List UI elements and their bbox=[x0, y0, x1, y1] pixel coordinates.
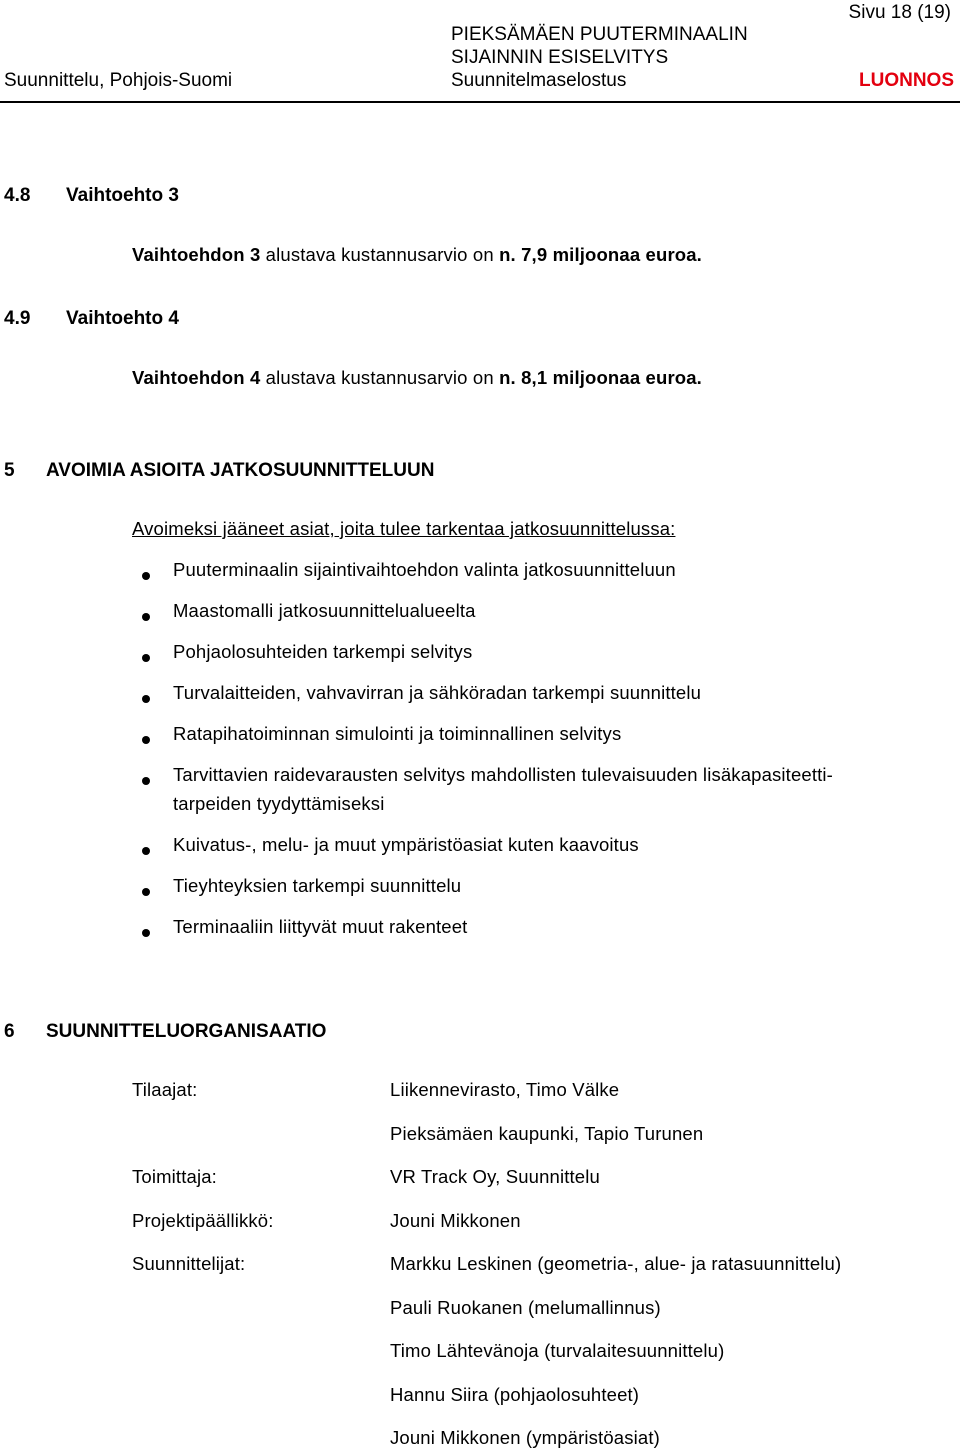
bullet-icon bbox=[142, 736, 150, 744]
section-5-number: 5 bbox=[4, 460, 15, 481]
section-4-8-title: Vaihtoehto 3 bbox=[66, 185, 179, 206]
alternative-name: Vaihtoehdon 4 bbox=[132, 367, 261, 388]
bullet-icon bbox=[142, 654, 150, 662]
list-item: Ratapihatoiminnan simulointi ja toiminnallinen selvitys bbox=[173, 723, 622, 744]
cost-value: n. 8,1 miljoonaa euroa. bbox=[499, 367, 702, 388]
list-item: Terminaaliin liittyvät muut rakenteet bbox=[173, 916, 468, 937]
value-tilaaja-2: Pieksämäen kaupunki, Tapio Turunen bbox=[390, 1123, 704, 1144]
header-rule bbox=[0, 101, 960, 103]
list-item: Kuivatus-, melu- ja muut ympäristöasiat kuten kaavoitus bbox=[173, 834, 639, 855]
bullet-icon bbox=[142, 929, 150, 937]
cost-text: alustava kustannusarvio on bbox=[260, 367, 500, 388]
bullet-icon bbox=[142, 847, 150, 855]
list-item: Tieyhteyksien tarkempi suunnittelu bbox=[173, 875, 462, 896]
bullet-icon bbox=[142, 695, 150, 703]
list-item: Pohjaolosuhteiden tarkempi selvitys bbox=[173, 641, 473, 662]
bullet-icon bbox=[142, 888, 150, 896]
header-document-type: Suunnitelmaselostus bbox=[451, 70, 627, 91]
value-suunnittelija-2: Pauli Ruokanen (melumallinnus) bbox=[390, 1297, 661, 1318]
list-item: Maastomalli jatkosuunnittelualueelta bbox=[173, 600, 476, 621]
bullet-icon bbox=[142, 613, 150, 621]
section-4-9-number: 4.9 bbox=[4, 308, 31, 329]
document-title-line1: PIEKSÄMÄEN PUUTERMINAALIN bbox=[451, 24, 748, 45]
section-5-title: AVOIMIA ASIOITA JATKOSUUNNITTELUUN bbox=[46, 460, 435, 481]
list-item: Tarvittavien raidevarausten selvitys mahdollisten tulevaisuuden lisäkapasiteetti- bbox=[173, 764, 833, 785]
list-item-continuation: tarpeiden tyydyttämiseksi bbox=[173, 793, 385, 814]
value-tilaaja-1: Liikennevirasto, Timo Välke bbox=[390, 1079, 620, 1100]
value-suunnittelija-4: Hannu Siira (pohjaolosuhteet) bbox=[390, 1384, 640, 1405]
list-item: Puuterminaalin sijaintivaihtoehdon valinta jatkosuunnitteluun bbox=[173, 559, 676, 580]
value-suunnittelija-1: Markku Leskinen (geometria-, alue- ja ratasuunnittelu) bbox=[390, 1253, 842, 1274]
value-toimittaja: VR Track Oy, Suunnittelu bbox=[390, 1166, 600, 1187]
value-suunnittelija-5: Jouni Mikkonen (ympäristöasiat) bbox=[390, 1427, 660, 1448]
cost-text: alustava kustannusarvio on bbox=[260, 244, 500, 265]
section-4-8-number: 4.8 bbox=[4, 185, 31, 206]
bullet-icon bbox=[142, 572, 150, 580]
page-number: Sivu 18 (19) bbox=[848, 2, 951, 23]
section-5-subtitle: Avoimeksi jääneet asiat, joita tulee tarkentaa jatkosuunnittelussa: bbox=[132, 518, 676, 539]
section-4-8-text bbox=[132, 244, 702, 266]
section-4-9-title: Vaihtoehto 4 bbox=[66, 308, 179, 329]
label-suunnittelijat: Suunnittelijat: bbox=[132, 1253, 246, 1274]
value-suunnittelija-3: Timo Lähtevänoja (turvalaitesuunnittelu) bbox=[390, 1340, 725, 1361]
alternative-name: Vaihtoehdon 3 bbox=[132, 244, 261, 265]
bullet-icon bbox=[142, 777, 150, 785]
value-projektipaallikko: Jouni Mikkonen bbox=[390, 1210, 521, 1231]
status-badge: LUONNOS bbox=[859, 70, 954, 91]
label-tilaajat: Tilaajat: bbox=[132, 1079, 198, 1100]
document-title-line2: SIJAINNIN ESISELVITYS bbox=[451, 47, 669, 68]
section-6-title: SUUNNITTELUORGANISAATIO bbox=[46, 1021, 327, 1042]
label-toimittaja: Toimittaja: bbox=[132, 1166, 217, 1187]
section-6-number: 6 bbox=[4, 1021, 15, 1042]
list-item: Turvalaitteiden, vahvavirran ja sähköradan tarkempi suunnittelu bbox=[173, 682, 702, 703]
header-organisation: Suunnittelu, Pohjois-Suomi bbox=[4, 70, 233, 91]
cost-value: n. 7,9 miljoonaa euroa. bbox=[499, 244, 702, 265]
label-projektipaallikko: Projektipäällikkö: bbox=[132, 1210, 274, 1231]
section-4-9-text bbox=[132, 367, 702, 389]
